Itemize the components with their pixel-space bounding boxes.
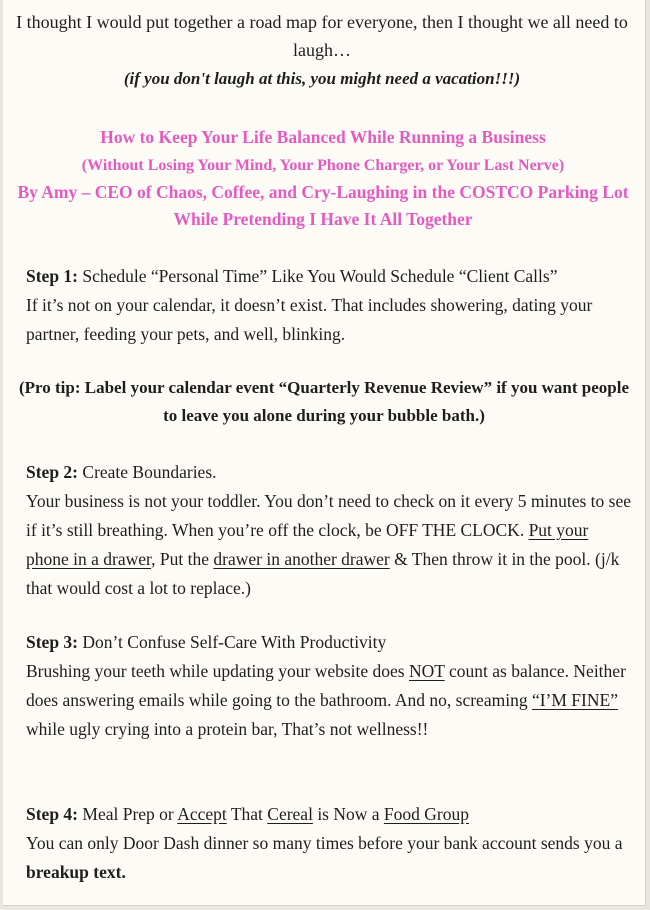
step-2-link-phone-drawer[interactable]: Put your phone in a drawer [26, 520, 589, 569]
pro-tip: (Pro tip: Label your calendar event “Quarterly Revenue Review” if you want people to leave you alone during your bubble bath.) [18, 378, 630, 425]
step-3-body-c: while ugly crying into a protein bar, That’s not wellness!! [26, 719, 429, 739]
step-2-heading: Create Boundaries. [82, 462, 217, 482]
step-3-link-im-fine[interactable]: “I’M FINE” [531, 690, 618, 710]
step-1-body: If it’s not on your calendar, it doesn’t exist. That includes showering, dating your partner, feeding your pets, and well, blinking. [26, 295, 593, 344]
step-2-body-c: & Then throw it in the pool. (j/k that would cost a lot to replace.) [26, 549, 620, 598]
title-line-1: How to Keep Your Life Balanced While Running a Business [100, 127, 546, 147]
step-1-label: Step 1: [26, 266, 79, 286]
step-4-label: Step 4: [26, 804, 79, 824]
intro-line: I thought I would put together a road map for everyone, then I thought we all need to laugh… [16, 12, 628, 60]
step-3-heading: Don’t Confuse Self-Care With Productivity [82, 632, 387, 652]
step-2-link-another-drawer[interactable]: drawer in another drawer [213, 549, 390, 569]
step-4-body-a: You can only Door Dash dinner so many times before your bank account sends you a [26, 833, 623, 853]
step-1 [26, 262, 631, 349]
step-2-body-a: Your business is not your toddler. You don’t need to check on it every 5 minutes to see if it’s still breathing. When you’re off the clock, be OFF THE CLOCK. [26, 491, 632, 540]
step-4-body-bold: breakup text. [26, 862, 126, 882]
article-title [13, 124, 633, 232]
step-3-link-not[interactable]: NOT [409, 661, 445, 681]
step-3-body-a: Brushing your teeth while updating your website does [26, 661, 405, 681]
title-line-3: By Amy – CEO of Chaos, Coffee, and Cry-Laughing in the COSTCO Parking Lot While Pretending I Have It All Together [17, 182, 629, 229]
step-1-heading: Schedule “Personal Time” Like You Would Schedule “Client Calls” [82, 266, 558, 286]
intro-paragraph [13, 8, 631, 93]
step-4 [26, 800, 631, 887]
step-4-heading-c: is Now a [317, 804, 380, 824]
step-3 [26, 628, 631, 744]
intro-aside: (if you don't laugh at this, you might need a vacation!!!) [123, 69, 521, 88]
step-2 [26, 458, 631, 603]
document-page [3, 0, 646, 906]
step-4-link-food-group[interactable]: Food Group [383, 804, 469, 824]
step-3-body-b: count as balance. Neither does answering emails while going to the bathroom. And no, screaming [26, 661, 626, 710]
step-4-link-accept[interactable]: Accept [177, 804, 227, 824]
step-2-label: Step 2: [26, 462, 79, 482]
step-4-heading-a: Meal Prep or [82, 804, 174, 824]
title-line-2: (Without Losing Your Mind, Your Phone Charger, or Your Last Nerve) [81, 156, 565, 174]
step-4-heading-b: That [230, 804, 263, 824]
step-2-body-b: , Put the [151, 549, 210, 569]
step-4-link-cereal[interactable]: Cereal [267, 804, 313, 824]
step-3-label: Step 3: [26, 632, 79, 652]
